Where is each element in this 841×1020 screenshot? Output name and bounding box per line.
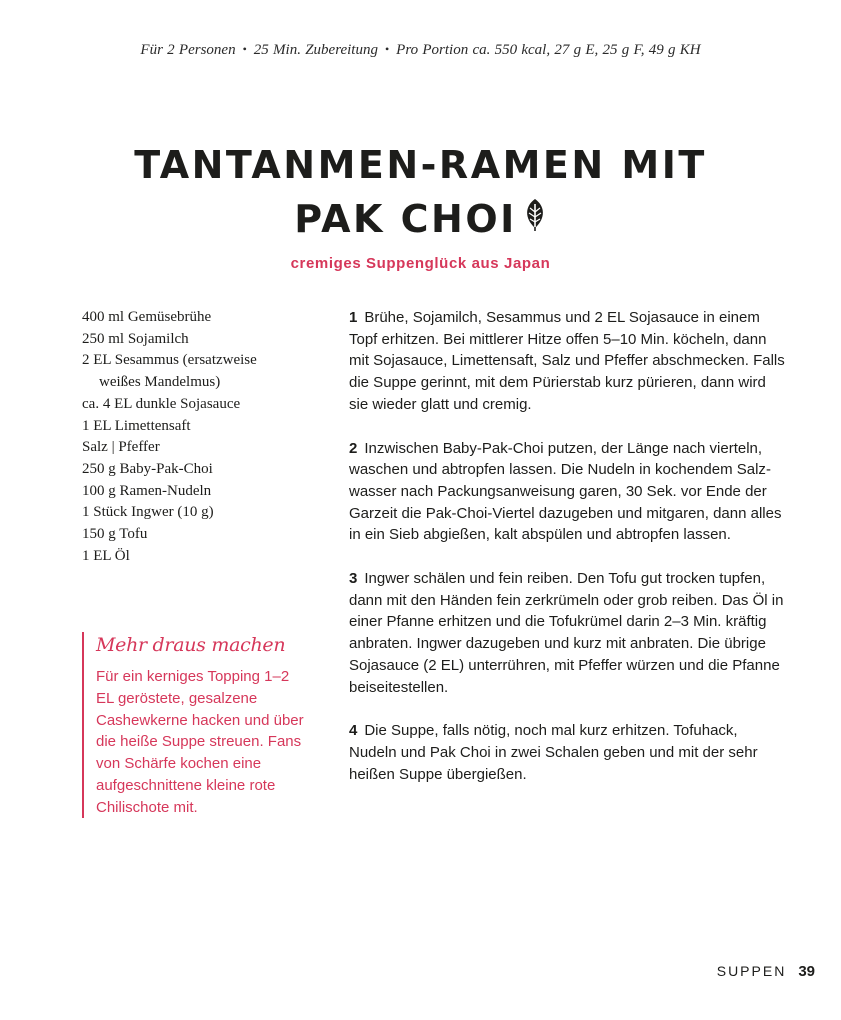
step-text: Ingwer schälen und fein reiben. Den Tofu gut trocken tupfen, dann mit den Händen fein zerkrümeln oder grob reiben. Das Öl in einer Pfanne erhitzen und die Tofukrümel darin 2–3 Min. kräftig anbraten. Ingwer dazugeben und kurz mit anbraten. Die übrige Sojasauce (2 EL) unterrühren, mit Pfeffer würzen und die Pfanne beiseitestellen. — [349, 570, 784, 696]
instruction-steps — [349, 307, 789, 807]
ingredient-item: 250 ml Sojamilch — [82, 330, 189, 347]
title-line-2: PAK CHOI — [294, 197, 517, 241]
ingredient-item: 2 EL Sesammus (ersatzweise weißes Mandelmus) — [82, 352, 257, 391]
step-text: Die Suppe, falls nötig, noch mal kurz erhitzen. Tofuhack, Nudeln und Pak Choi in zwei Schalen geben und mit der sehr heißen Suppe übergießen. — [349, 722, 758, 783]
step-number: 4 — [349, 722, 358, 740]
ingredient-item: 250 g Baby-Pak-Choi — [82, 460, 213, 477]
tip-box — [82, 632, 302, 818]
ingredient-item: Salz | Pfeffer — [82, 439, 160, 456]
recipe-meta — [0, 42, 841, 59]
step-text: Inzwischen Baby-Pak-Choi putzen, der Länge nach vierteln, waschen und abtropfen lassen. Die Nudeln in kochendem Salzwasser nach Packungsanweisung garen, 30 Sek. vor Ende der Garzeit die Pak-Choi-Viertel dazugeben und mitgaren, dann alles in ein Sieb abgießen, kalt abspülen und abtropfen lassen. — [349, 439, 782, 544]
meta-separator: • — [384, 42, 390, 56]
ingredient-item: 400 ml Gemüsebrühe — [82, 309, 212, 325]
step-number: 3 — [349, 570, 358, 588]
recipe-subtitle: cremiges Suppenglück aus Japan — [290, 255, 551, 272]
leaf-icon — [523, 192, 547, 246]
step-3 — [349, 568, 789, 698]
ingredient-item: ca. 4 EL dunkle Sojasauce — [82, 395, 241, 412]
step-4 — [349, 720, 789, 785]
step-number: 1 — [349, 309, 358, 326]
tip-heading: Mehr draus machen — [96, 634, 286, 656]
ingredient-item: 150 g Tofu — [82, 526, 148, 543]
step-text: Brühe, Sojamilch, Sesammus und 2 EL Sojasauce in einem Topf erhitzen. Bei mittlerer Hitze offen 5–10 Min. köcheln, dann mit Sojasauce, Limettensaft, Salz und Pfeffer abschmecken. Falls die Suppe gerinnt, mit dem Pürierstab kurz pürieren, dann wird sie wieder glatt und cremig. — [349, 309, 785, 413]
page-number: 39 — [798, 963, 815, 980]
nutrition-info: Pro Portion ca. 550 kcal, 27 g E, 25 g F, 49 g KH — [396, 42, 701, 58]
ingredient-item: 100 g Ramen-Nudeln — [82, 482, 212, 499]
ingredient-item: 1 EL Limettensaft — [82, 417, 191, 434]
step-2 — [349, 438, 789, 547]
tip-text: Für ein kerniges Topping 1–2 EL geröstete, gesalzene Cashewkerne hacken und über die heiße Suppe streuen. Fans von Schärfe kochen eine aufgeschnittene kleine rote Chilischote mit. — [96, 668, 304, 816]
title-line-2-wrap — [0, 192, 841, 249]
prep-time: 25 Min. Zubereitung — [253, 42, 378, 58]
section-name: SUPPEN — [716, 963, 787, 979]
step-number: 2 — [349, 439, 358, 457]
title-line-1: TANTANMEN-RAMEN MIT — [134, 143, 707, 187]
recipe-title — [0, 138, 841, 249]
ingredient-item: 1 EL Öl — [82, 547, 130, 564]
step-1 — [349, 307, 789, 416]
ingredient-item: 1 Stück Ingwer (10 g) — [82, 504, 214, 521]
page-footer — [717, 963, 815, 980]
meta-separator: • — [242, 42, 247, 56]
servings: Für 2 Personen — [140, 42, 236, 58]
ingredient-list — [82, 307, 297, 567]
